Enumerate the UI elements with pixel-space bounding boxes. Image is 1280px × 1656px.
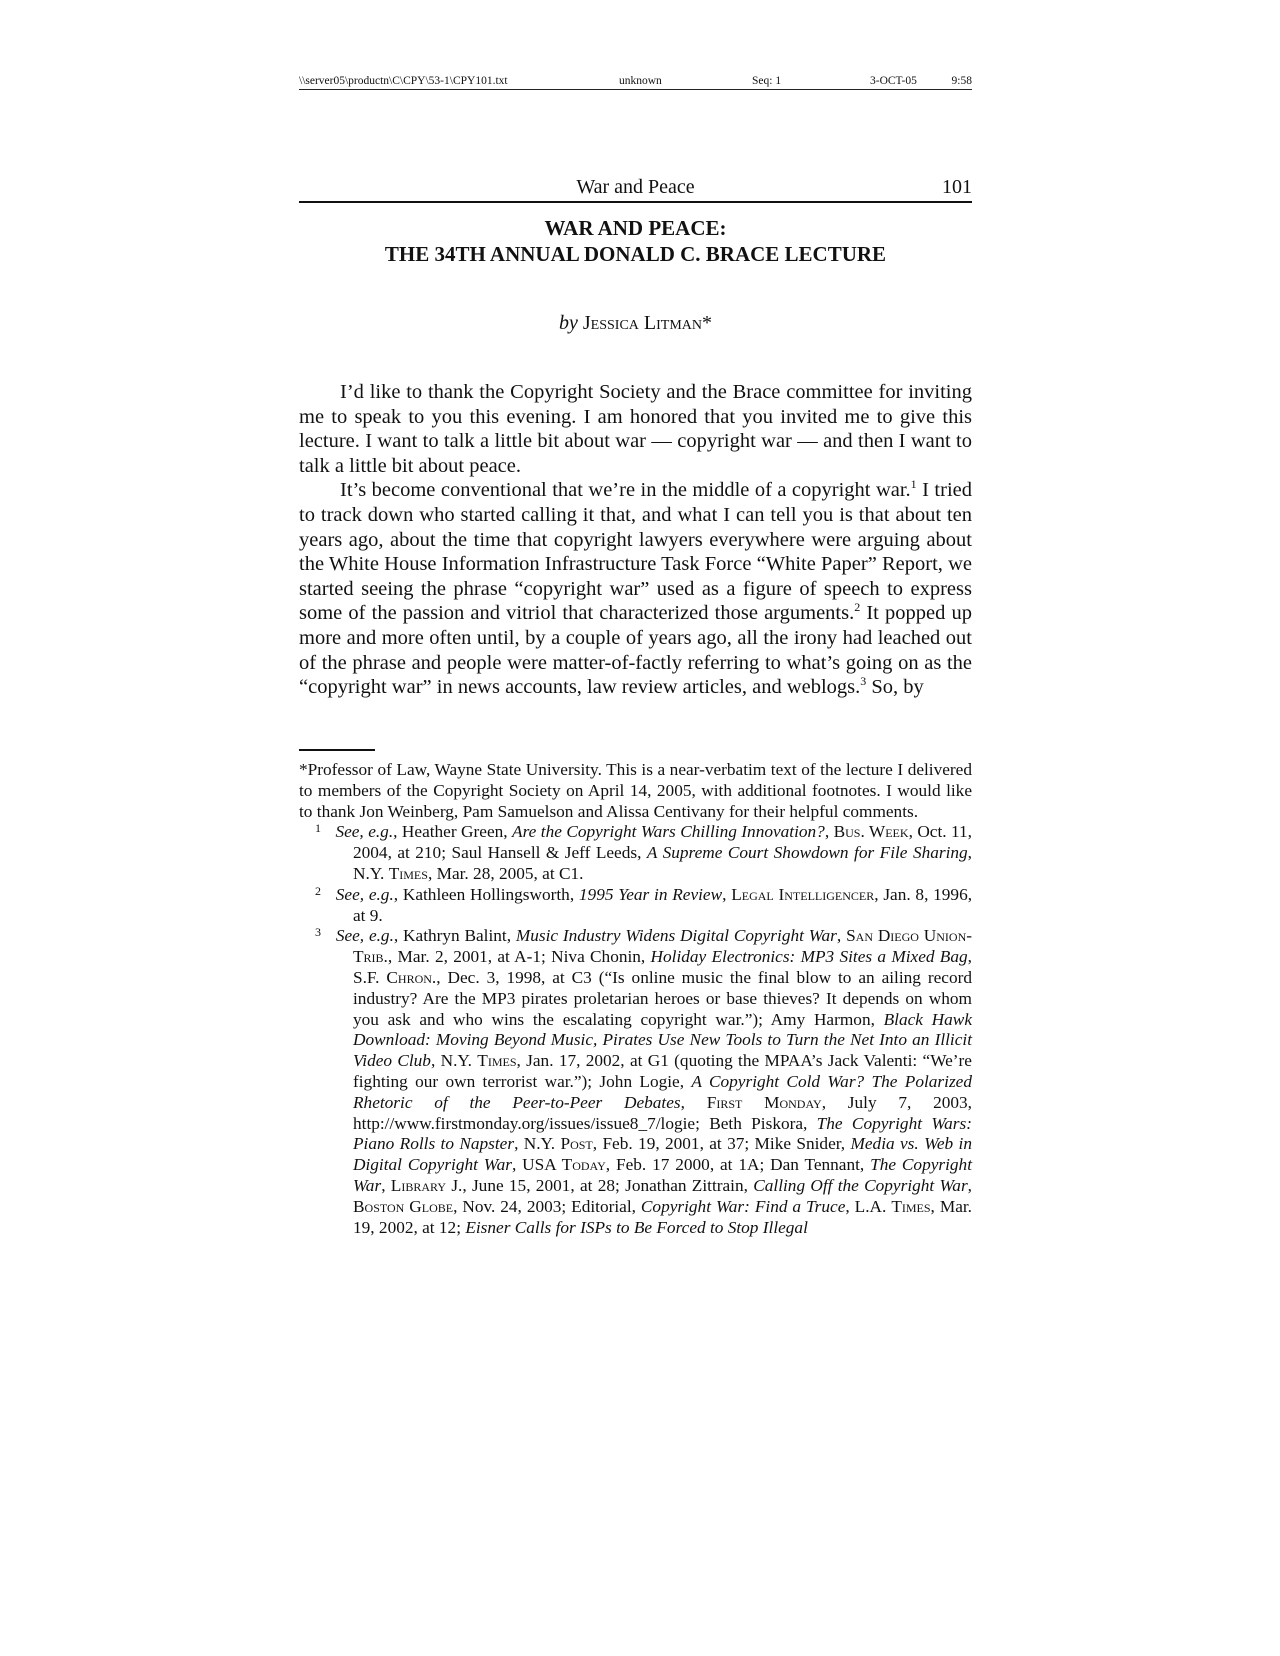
slug-status: unknown — [619, 75, 662, 87]
author-name: Jessica Litman — [582, 312, 702, 334]
paragraph-2-text-c: It popped up more and more often until, by a couple of years ago, all the irony had leached out of the phrase and people were matter-of-factly referring to what’s going on as the “copyright war” in news accounts, law review articles, and weblogs. — [299, 602, 972, 699]
slug-time: 9:58 — [951, 75, 972, 87]
byline-by: by — [558, 312, 578, 334]
footnote-3: 3 See, e.g., Kathryn Balint, Music Industry Widens Digital Copyright War, San Diego Union-Trib., Mar. 2, 2001, at A-1; Niva Chonin, Holiday Electronics: MP3 Sites a Mixed Bag, S.F. Chron., Dec. 3, 1998, at C3 (“Is online music the final blow to an ailing record industry? Are the MP3 pirates proletarian heroes or base thieves? It depends on whom you ask and who wins the escalating copyright war.”); Amy Harmon, Black Hawk Download: Moving Beyond Music, Pirates Use New Tools to Turn the Net Into an Illicit Video Club, N.Y. Times, Jan. 17, 2002, at G1 (quoting the MPAA’s Jack Valenti: “We’re fighting our own terrorist war.”); John Logie, A Copyright Cold War? The Polarized Rhetoric of the Peer-to-Peer Debates, First Monday, July 7, 2003, http://www.firstmonday.org/issues/issue8_7/logie; Beth Piskora, The Copyright Wars: Piano Rolls to Napster, N.Y. Post, Feb. 19, 2001, at 37; Mike Snider, Media vs. Web in Digital Copyright War, USA Today, Feb. 17 2000, at 1A; Dan Tennant, The Copyright War, Library J., June 15, 2001, at 28; Jonathan Zittrain, Calling Off the Copyright War, Boston Globe, Nov. 24, 2003; Editorial, Copyright War: Find a Truce, L.A. Times, Mar. 19, 2002, at 12; Eisner Calls for ISPs to Be Forced to Stop Illegal — [315, 925, 973, 1237]
paragraph-2-text-a: It’s become conventional that we’re in the middle of a copyright war. — [340, 479, 911, 502]
footnote-ref-3[interactable]: 3 — [860, 674, 867, 689]
running-head — [299, 176, 972, 203]
page-number: 101 — [942, 176, 972, 198]
url-text[interactable]: , July 7, 2003, http://www.firstmonday.org/issues/issue8_7/logie; Beth Piskora, — [353, 1092, 972, 1133]
footnote-ref-2[interactable]: 2 — [854, 600, 861, 615]
footnotes — [299, 760, 972, 1238]
article-title-line-1: WAR AND PEACE: — [544, 216, 727, 240]
footnote-2: 2 See, e.g., Kathleen Hollingsworth, 1995 Year in Review, Legal Intelligencer, Jan. 8, 1996, at 9. — [315, 883, 973, 925]
author-footnote-mark: * — [702, 312, 712, 334]
slug-line — [299, 73, 972, 90]
body-text — [299, 380, 972, 700]
paragraph-2 — [299, 478, 972, 699]
footnote-ref-1[interactable]: 1 — [910, 477, 917, 492]
slug-sequence: Seq: 1 — [752, 75, 782, 87]
signal: See, e.g. — [335, 822, 394, 842]
paragraph-2-text-d: So, by — [866, 676, 924, 699]
slug-date: 3-OCT-05 — [870, 75, 917, 87]
signal: See, e.g. — [335, 884, 394, 904]
footnote-star: *Professor of Law, Wayne State University. This is a near-verbatim text of the lecture I delivered to members of the Copyright Society on April 14, 2005, with additional footnotes. I would like to thank Jon Weinberg, Pam Samuelson and Alissa Centivany for their helpful comments. — [299, 760, 972, 821]
running-head-title: War and Peace — [576, 176, 695, 198]
article-title-line-2: THE 34TH ANNUAL DONALD C. BRACE LECTURE — [384, 242, 887, 266]
paragraph-2-text-b: I tried to track down who started calling it that, and what I can tell you is that about ten years ago, about the time that copyright lawyers everywhere were arguing about the White House Information Infrastructure Task Force “White Paper” Report, we started seeing the phrase “copyright war” used as a figure of speech to express some of the passion and vitriol that characterized those arguments. — [299, 479, 972, 625]
byline — [299, 311, 972, 335]
article-title — [299, 215, 972, 267]
footnote-1: 1 See, e.g., Heather Green, Are the Copyright Wars Chilling Innovation?, Bus. Week, Oct. 11, 2004, at 210; Saul Hansell & Jeff Leeds, A Supreme Court Showdown for File Sharing, N.Y. Times, Mar. 28, 2005, at C1. — [315, 821, 972, 883]
signal: See, e.g. — [335, 926, 394, 946]
footnote-divider — [299, 749, 375, 751]
paragraph-1: I’d like to thank the Copyright Society and the Brace committee for inviting me to speak to you this evening. I am honored that you invited me to give this lecture. I want to talk a little bit about war — copyright war — and then I want to talk a little bit about peace. — [299, 381, 972, 477]
slug-file-path: \\server05\productn\C\CPY\53-1\CPY101.txt — [299, 75, 508, 87]
